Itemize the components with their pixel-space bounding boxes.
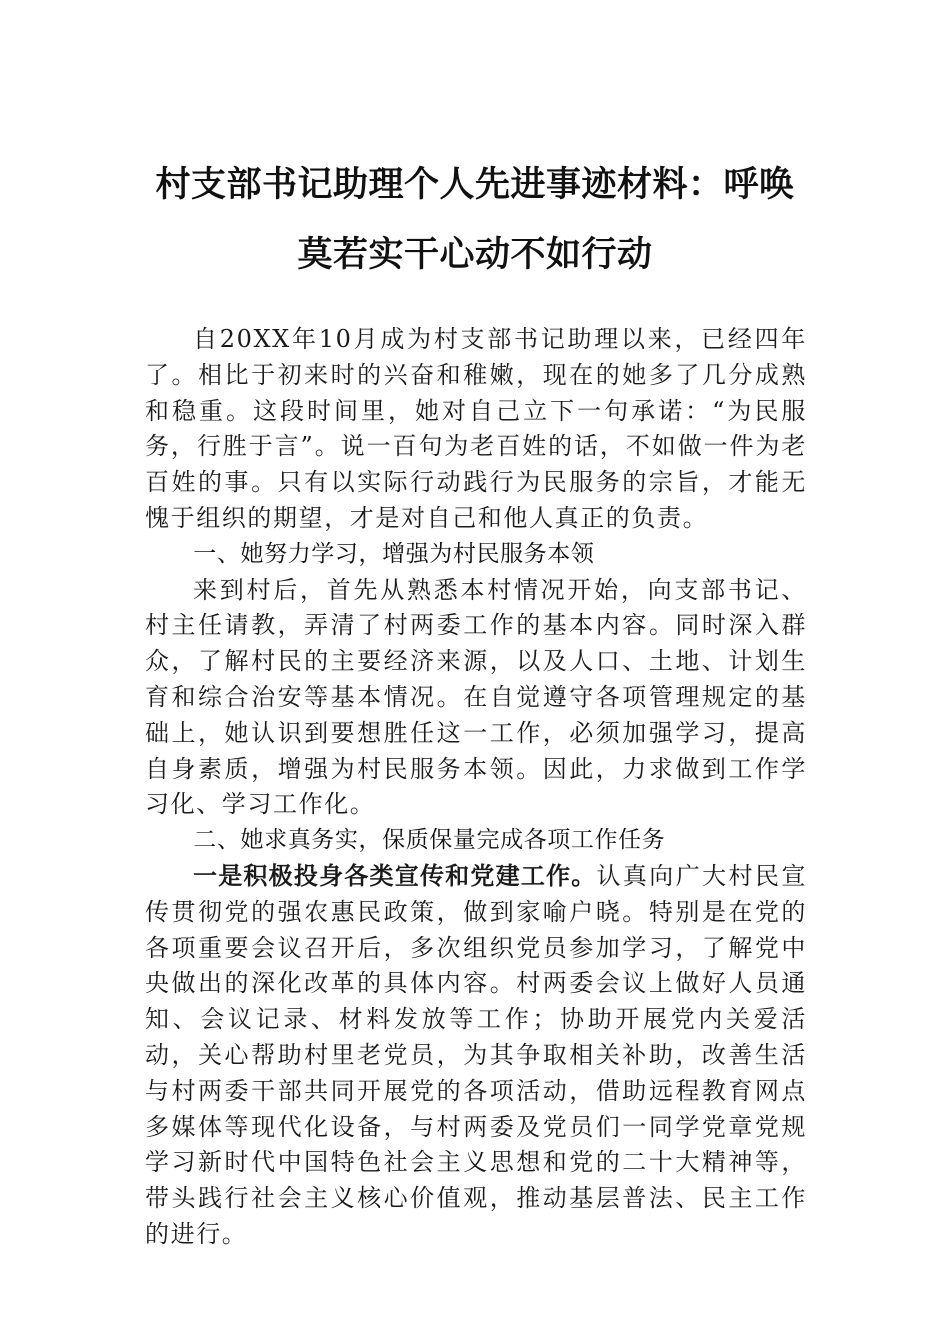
intro-paragraph: 自20XX年10月成为村支部书记助理以来，已经四年了。相比于初来时的兴奋和稚嫩，现在的她多了几分成熟和稳重。这段时间里，她对自己立下一句承诺：“为民服务，行胜于言”。说一百句为老百姓的话，不如做一件为老百姓的事。只有以实际行动践行为民服务的宗旨，才能无愧于组织的期望，才是对自己和他人真正的负责。 [145, 325, 807, 532]
document-body [145, 322, 807, 1253]
section-2-lead: 一是积极投身各类宣传和党建工作。 [193, 861, 597, 890]
document-title [140, 150, 810, 290]
section-2-paragraph [145, 859, 807, 1253]
section-1-paragraph: 来到村后，首先从熟悉本村情况开始，向支部书记、村主任请教，弄清了村两委工作的基本内容。同时深入群众，了解村民的主要经济来源，以及人口、土地、计划生育和综合治安等基本情况。在自觉遵守各项管理规定的基础上，她认识到要想胜任这一工作，必须加强学习，提高自身素质，增强为村民服务本领。因此，力求做到工作学习化、学习工作化。 [145, 575, 807, 819]
section-1-heading: 一、她努力学习，增强为村民服务本领 [193, 540, 595, 567]
section-2-heading: 二、她求真务实，保质保量完成各项工作任务 [193, 827, 666, 854]
section-2-body: 认真向广大村民宣传贯彻党的强农惠民政策，做到家喻户晓。特别是在党的各项重要会议召开后，多次组织党员参加学习，了解党中央做出的深化改革的具体内容。村两委会议上做好人员通知、会议记录、材料发放等工作；协助开展党内关爱活动，关心帮助村里老党员，为其争取相关补助，改善生活与村两委干部共同开展党的各项活动，借助远程教育网点多媒体等现代化设备，与村两委及党员们一同学党章党规学习新时代中国特色社会主义思想和党的二十大精神等，带头践行社会主义核心价值观，推动基层普法、民主工作的进行。 [145, 861, 807, 1248]
title-line-2: 莫若实干心动不如行动 [297, 234, 653, 275]
title-line-1: 村支部书记助理个人先进事迹材料：呼唤 [155, 164, 795, 205]
